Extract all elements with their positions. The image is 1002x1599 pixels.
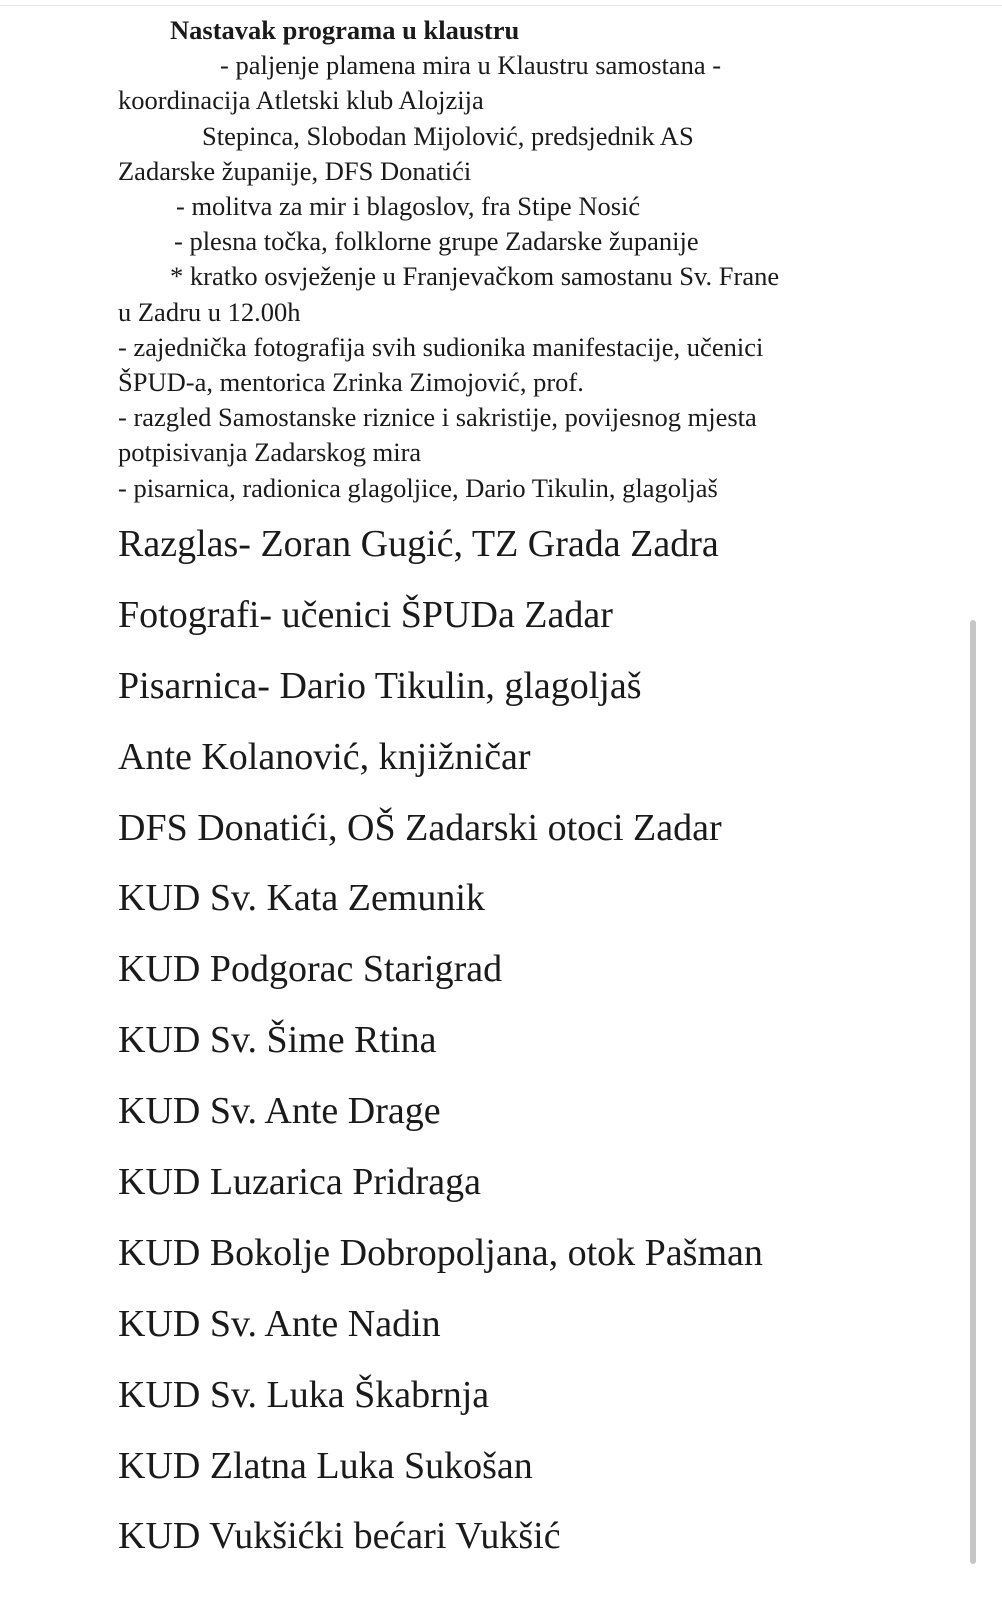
top-divider xyxy=(0,5,1002,6)
vertical-scrollbar[interactable] xyxy=(970,620,976,1564)
program-line: - plesna točka, folklorne grupe Zadarske županije xyxy=(174,226,699,257)
program-line: - molitva za mir i blagoslov, fra Stipe Nosić xyxy=(176,191,641,222)
program-line: potpisivanja Zadarskog mira xyxy=(118,437,422,468)
participant-item: KUD Sv. Luka Škabrnja xyxy=(118,1373,490,1416)
participant-item: KUD Bokolje Dobropoljana, otok Pašman xyxy=(118,1231,763,1274)
program-line: - paljenje plamena mira u Klaustru samostana - xyxy=(220,50,722,81)
participant-item: KUD Podgorac Starigrad xyxy=(118,948,503,991)
program-line: - pisarnica, radionica glagoljice, Dario Tikulin, glagoljaš xyxy=(118,472,718,503)
program-line: * kratko osvježenje u Franjevačkom samostanu Sv. Frane xyxy=(170,261,780,292)
program-line: Stepinca, Slobodan Mijolović, predsjednik AS xyxy=(202,120,694,151)
participant-item: Ante Kolanović, knjižničar xyxy=(118,735,531,778)
program-line: ŠPUD-a, mentorica Zrinka Zimojović, prof. xyxy=(118,367,584,398)
participant-item: KUD Vukšićki bećari Vukšić xyxy=(118,1515,561,1558)
participants-list xyxy=(118,518,968,1581)
program-title: Nastavak programa u klaustru xyxy=(170,15,520,45)
participant-item: KUD Luzarica Pridraga xyxy=(118,1161,481,1204)
program-line: Zadarske županije, DFS Donatići xyxy=(118,155,472,186)
participant-item: DFS Donatići, OŠ Zadarski otoci Zadar xyxy=(118,806,722,849)
program-line: koordinacija Atletski klub Alojzija xyxy=(118,85,484,116)
participant-item: Pisarnica- Dario Tikulin, glagoljaš xyxy=(118,664,642,707)
program-line: u Zadru u 12.00h xyxy=(118,296,301,327)
program-line: - zajednička fotografija svih sudionika manifestacije, učenici xyxy=(118,331,764,362)
participant-item: KUD Sv. Kata Zemunik xyxy=(118,877,485,920)
participant-item: KUD Zlatna Luka Sukošan xyxy=(118,1444,533,1487)
participant-item: KUD Sv. Šime Rtina xyxy=(118,1019,437,1062)
participant-item: Fotografi- učenici ŠPUDa Zadar xyxy=(118,593,613,636)
participant-item: KUD Sv. Ante Nadin xyxy=(118,1302,441,1345)
program-line: - razgled Samostanske riznice i sakristije, povijesnog mjesta xyxy=(118,402,757,433)
program-section xyxy=(118,13,978,506)
participant-item: KUD Sv. Ante Drage xyxy=(118,1090,441,1133)
participant-item: Razglas- Zoran Gugić, TZ Grada Zadra xyxy=(118,523,719,565)
